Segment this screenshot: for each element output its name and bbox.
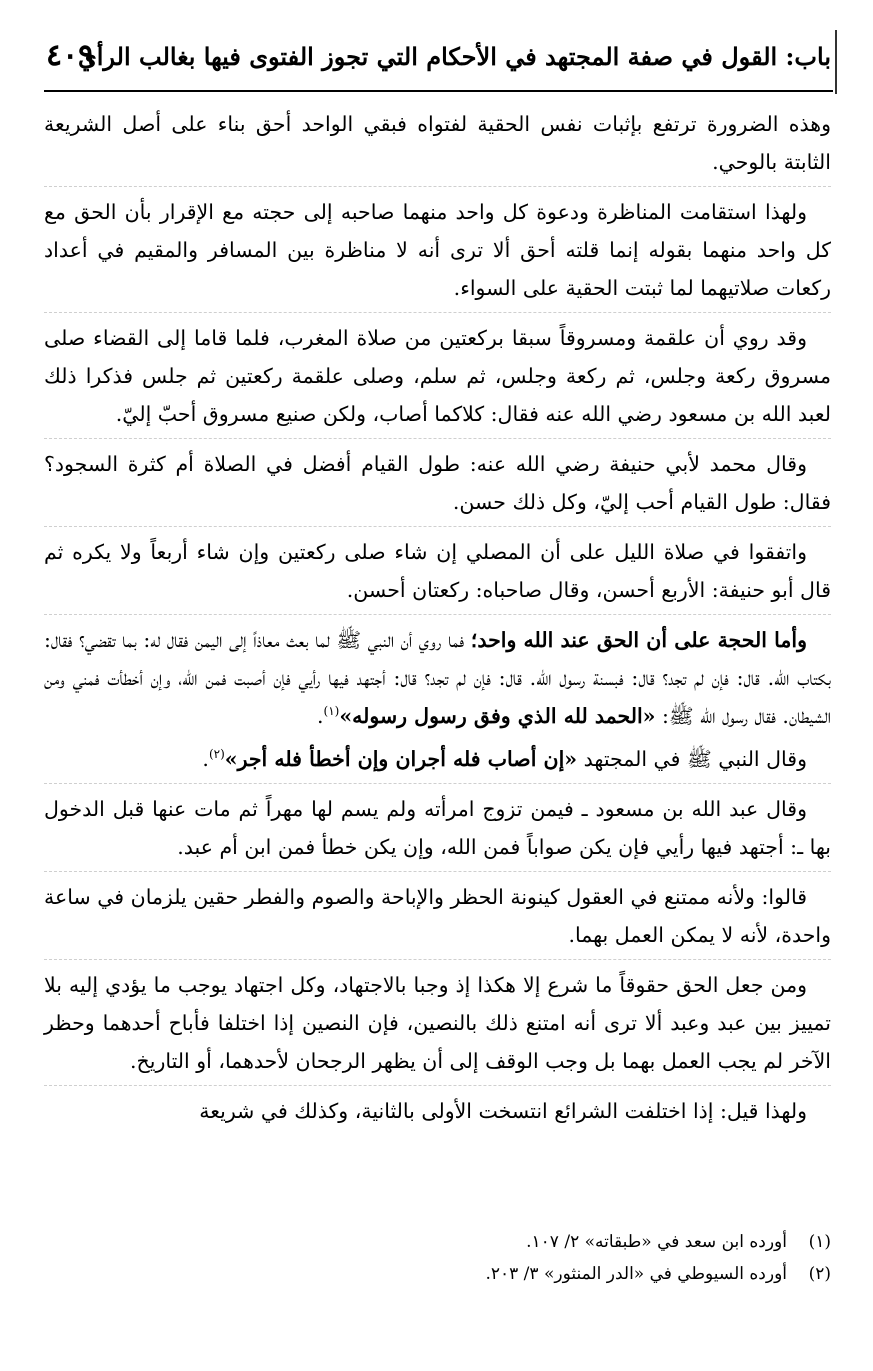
paragraph: [44, 1092, 831, 1130]
footnote: [44, 1226, 831, 1258]
footnote-ref[interactable]: (٢): [208, 747, 225, 762]
paragraph: [44, 790, 831, 866]
paragraph-text: وقال محمد لأبي حنيفة رضي الله عنه: طول القيام أفضل في الصلاة أم كثرة السجود؟ فقال: طول القيام أحب إليّ، وكل ذلك حسن.: [44, 452, 831, 514]
paragraph-text: ولهذا استقامت المناظرة ودعوة كل واحد منهما صاحبه إلى حجته مع الإقرار بأن الحق مع كل واحد منهما بقوله إنما قلته أحق ألا ترى أنه لا مناظرة بين المسافر والمقيم في أعداد ركعات صلاتيهما لما ثبتت الحقية على السواء.: [44, 200, 831, 300]
paragraph-separator: [44, 1085, 831, 1086]
footnote-text: أورده ابن سعد في «طبقاته» ٢/ ١٠٧.: [526, 1232, 787, 1252]
running-title: باب: القول في صفة المجتهد في الأحكام التي تجوز الفتوى فيها بغالب الرأي: [77, 42, 831, 71]
paragraph-separator: [44, 614, 831, 615]
hadith-quote: «الحمد لله الذي وفق رسول رسوله»: [339, 704, 656, 728]
main-text: [44, 105, 831, 1135]
paragraph: [44, 105, 831, 181]
paragraph-separator: [44, 871, 831, 872]
hadith-quote: «إن أصاب فله أجران وإن أخطأ فله أجر»: [224, 747, 578, 771]
paragraph-tail: .: [316, 704, 324, 728]
paragraph-text: قالوا: ولأنه ممتنع في العقول كينونة الحظر والإباحة والصوم والفطر حقين يلزمان في ساعة واحدة، لأنه لا يمكن العمل بهما.: [44, 885, 831, 947]
paragraph-text: ولهذا قيل: إذا اختلفت الشرائع انتسخت الأولى بالثانية، وكذلك في شريعة: [199, 1099, 807, 1123]
paragraph-separator: [44, 438, 831, 439]
paragraph: [44, 193, 831, 307]
footnotes: [44, 1226, 831, 1290]
paragraph-separator: [44, 783, 831, 784]
paragraph-separator: [44, 526, 831, 527]
paragraph: [44, 878, 831, 954]
paragraph-text: وقد روي أن علقمة ومسروقاً سبقا بركعتين من صلاة المغرب، فلما قاما إلى القضاء صلى مسروق ركعة وجلس، ثم ركعة وجلس، ثم سلم، وصلى علقمة ركعتين ثم جلس فذكرا ذلك لعبد الله بن مسعود رضي الله عنه فقال: كلاكما أصاب، ولكن صنيع مسروق أحبّ إليّ.: [44, 326, 831, 426]
footnote-number: (٢): [808, 1264, 831, 1284]
paragraph-text: ومن جعل الحق حقوقاً ما شرع إلا هكذا إذ وجبا بالاجتهاد، وكل اجتهاد يوجب ما يؤدي إليه بلا تمييز بين عبد وعبد ألا ترى أنه امتنع ذلك بالنصين، فإن النصين إذا اختلفا فأباح أحدهما وحظر الآخر لم يجب العمل بهما بل وجب الوقف إلى أن يظهر الرجحان لأحدهما، أو التاريخ.: [44, 973, 831, 1073]
page-header: [44, 38, 833, 92]
paragraph-text: وقال عبد الله بن مسعود ـ فيمن تزوج امرأته ولم يسم لها مهراً ثم مات عنها قبل الدخول بها ـ: أجتهد فيها رأيي فإن يكن صواباً فمن الله، وإن يكن خطأ فمن ابن أم عبد.: [44, 797, 831, 859]
paragraph-separator: [44, 959, 831, 960]
paragraph: [44, 319, 831, 433]
paragraph-separator: [44, 312, 831, 313]
footnote-number: (١): [808, 1232, 831, 1252]
paragraph: [44, 621, 831, 735]
paragraph-text: وهذه الضرورة ترتفع بإثبات نفس الحقية لفتواه فبقي الواحد أحق بناء على أصل الشريعة الثابتة بالوحي.: [44, 112, 831, 174]
paragraph-separator: [44, 186, 831, 187]
footnote-ref[interactable]: (١): [323, 704, 340, 719]
section-heading: وأما الحجة على أن الحق عند الله واحد؛: [470, 628, 807, 652]
paragraph: [44, 533, 831, 609]
paragraph: [44, 740, 831, 778]
page-edge-mark: [835, 30, 837, 94]
paragraph-text: وقال النبي ﷺ في المجتهد: [577, 747, 807, 771]
footnote: [44, 1258, 831, 1290]
paragraph: [44, 445, 831, 521]
paragraph: [44, 966, 831, 1080]
paragraph-text: واتفقوا في صلاة الليل على أن المصلي إن شاء صلى ركعتين وإن شاء أربعاً ولا يكره ثم قال أبو حنيفة: الأربع أحسن، وقال صاحباه: ركعتان أحسن.: [44, 540, 831, 602]
paragraph-tail: .: [202, 747, 209, 771]
page-number: ٤٠٩: [46, 38, 95, 73]
footnote-text: أورده السيوطي في «الدر المنثور» ٣/ ٢٠٣.: [485, 1264, 787, 1284]
paragraph-text: فما روي أن النبي ﷺ لما بعث معاذاً إلى اليمن فقال له: بما تقضي؟ فقال: بكتاب الله. قال: فإن لم تجد؟ قال: فبسنة رسول الله. قال: فإن لم تجد؟ قال: أجتهد فيها رأيي فإن أصبت فمن الله، وإن أخطأت فمني ومن الشيطان. فقال رسول الله ﷺ:: [44, 628, 831, 728]
